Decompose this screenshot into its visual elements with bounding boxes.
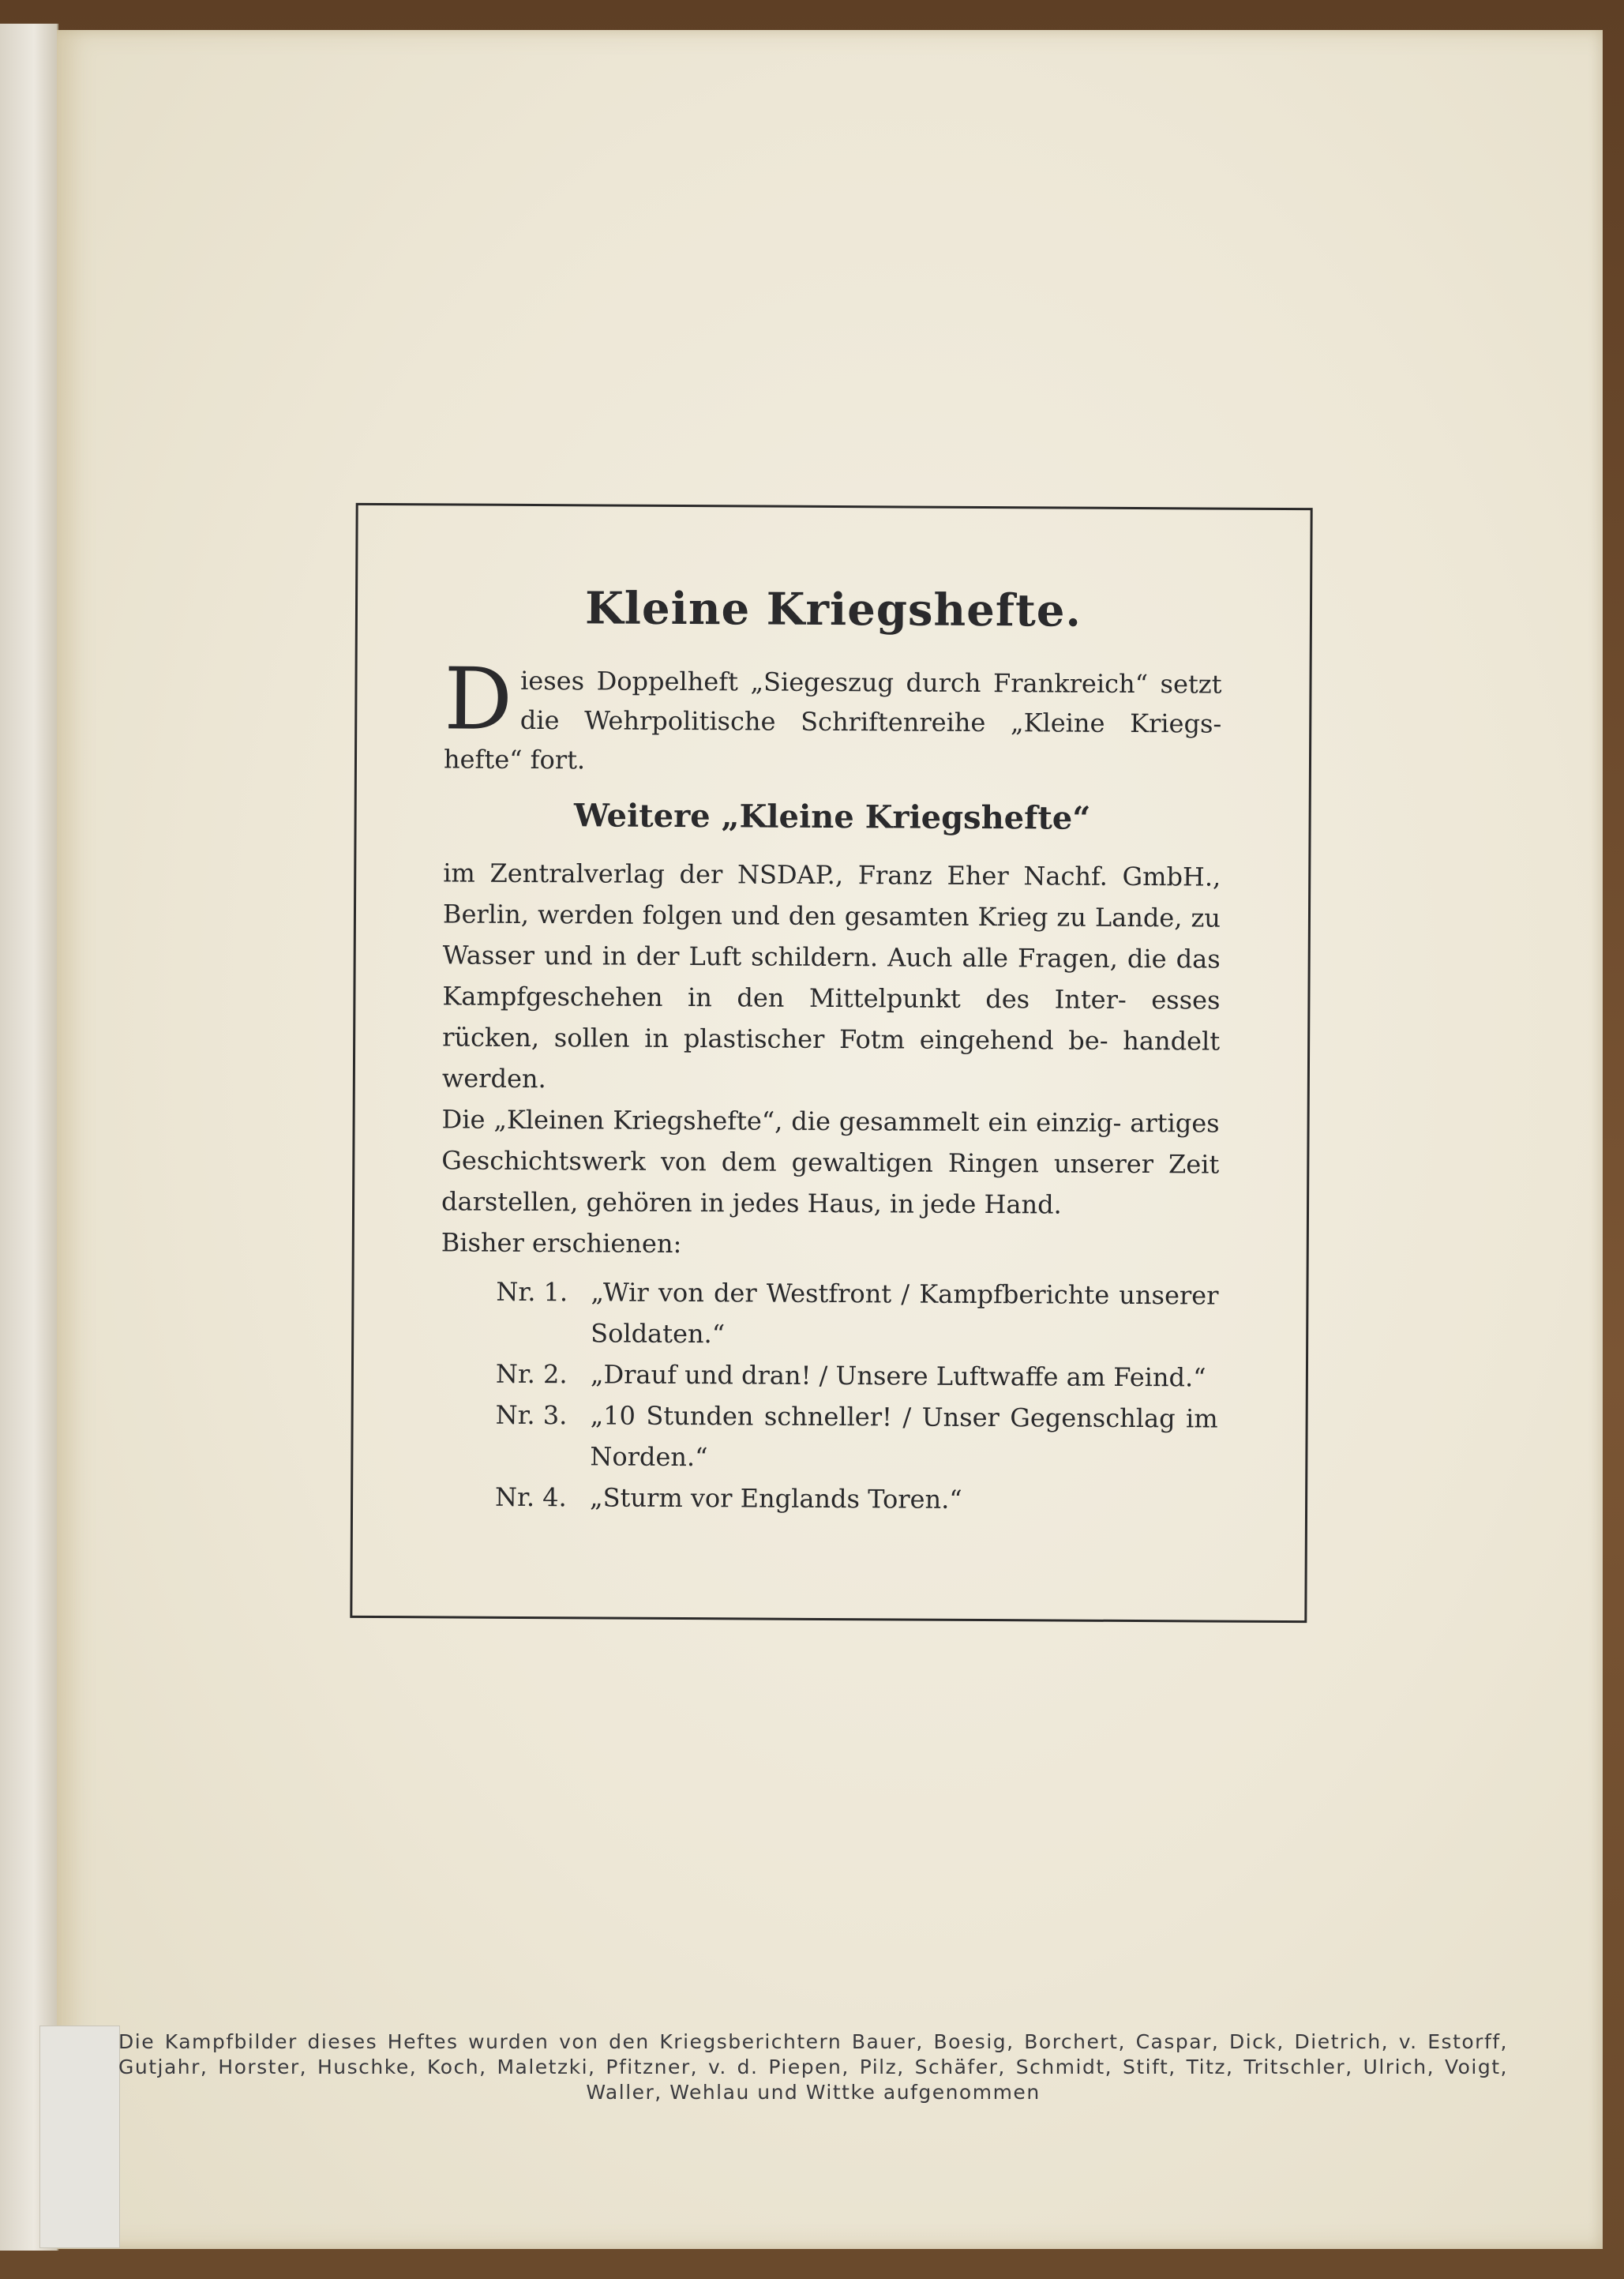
- list-item-title: „Wir von der Westfront / Kampfberichte unserer Soldaten.“: [591, 1277, 1219, 1350]
- book-page: [57, 30, 1603, 2249]
- series-description: im Zentralverlag der NSDAP., Franz Eher Nachf. GmbH., Berlin, werden folgen und den gesamten Krieg zu Lande, zu Wasser und in der Luft schildern. Auch alle Fragen, die das Kampfgeschehen in den Mittelpunkt des Inter- esses rücken, sollen in plastischer Fotm eingehend be- handelt werden.: [441, 858, 1221, 1094]
- list-item-number: Nr. 2.: [495, 1358, 568, 1390]
- series-recommendation: Die „Kleinen Kriegshefte“, die gesammelt ein einzig- artiges Geschichtswerk von dem gewaltigen Ringen unserer Zeit darstellen, gehören in jedes Haus, in jede Hand.: [441, 1104, 1220, 1220]
- list-item: [440, 1476, 1217, 1521]
- photo-credits: Die Kampfbilder dieses Heftes wurden von den Kriegsberichtern Bauer, Boesig, Borchert, Caspar, Dick, Dietrich, v. Estorff, Gutjahr, Horster, Huschke, Koch, Maletzki, Pfitzner, v. d. Piepen, Pilz, Schäfer, Schmidt, Stift, Titz, Tritschler, Ulrich, Voigt, Waller, Wehlau und Wittke aufgenommen: [118, 2030, 1508, 2104]
- intro-text: ieses Doppelheft „Siegeszug durch Frankreich“ setzt die Wehrpolitische Schriftenreihe „Kleine Kriegs- hefte“ fort.: [443, 665, 1222, 775]
- series-subheading: Weitere „Kleine Kriegshefte“: [573, 797, 1091, 837]
- list-item: [441, 1353, 1218, 1398]
- intro-paragraph: [443, 650, 1222, 783]
- published-list: [440, 1271, 1219, 1521]
- left-page-edge: [0, 24, 58, 2251]
- list-item-number: Nr. 1.: [496, 1276, 568, 1308]
- list-item-number: Nr. 3.: [495, 1399, 568, 1431]
- list-item-title: „10 Stunden schneller! / Unser Gegenschlag im Norden.“: [590, 1400, 1218, 1473]
- notice-box-content: [440, 505, 1223, 1521]
- list-item-number: Nr. 4.: [495, 1481, 567, 1513]
- list-item: [440, 1394, 1218, 1480]
- list-item: [441, 1271, 1219, 1357]
- drop-cap: D: [444, 650, 513, 749]
- notice-box: [350, 503, 1312, 1623]
- list-item-title: „Drauf und dran! / Unsere Luftwaffe am Feind.“: [590, 1359, 1206, 1393]
- spine-tape: [39, 2026, 120, 2248]
- notice-title: Kleine Kriegshefte.: [584, 582, 1082, 637]
- list-item-title: „Sturm vor Englands Toren.“: [590, 1482, 962, 1515]
- published-list-intro: Bisher erschienen:: [441, 1227, 682, 1260]
